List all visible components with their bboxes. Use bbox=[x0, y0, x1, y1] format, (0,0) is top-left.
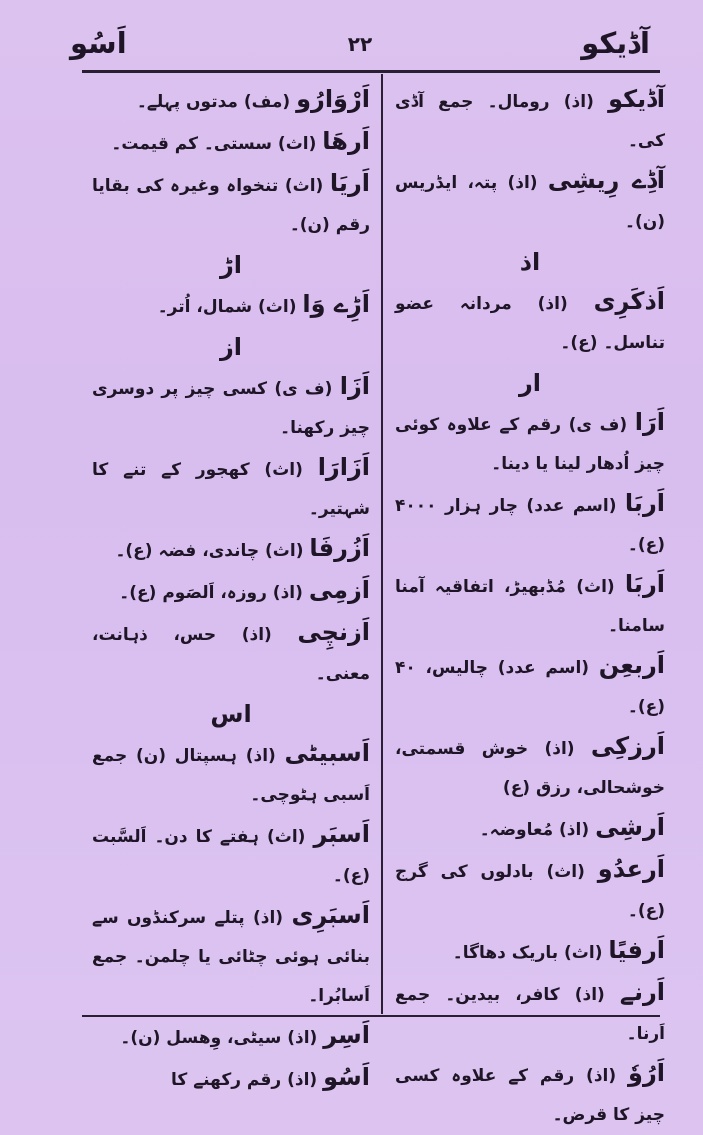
entry-headword: اَسبَرِی bbox=[291, 901, 370, 929]
dictionary-entry bbox=[395, 727, 665, 808]
header-rule bbox=[82, 70, 660, 73]
entry-headword: اَزمِی bbox=[308, 576, 370, 604]
entry-headword: اَرفیًا bbox=[608, 936, 665, 964]
entry-definition: (اذ) مردانہ عضو تناسل۔ (ع)۔ bbox=[395, 294, 665, 353]
dictionary-entry bbox=[92, 571, 370, 613]
entry-definition: (اذ) مُعاوضہ۔ bbox=[479, 820, 596, 840]
section-heading: ار bbox=[518, 369, 542, 397]
dictionary-entry bbox=[92, 734, 370, 815]
dictionary-entry bbox=[395, 850, 665, 931]
entry-headword: اَریَا bbox=[329, 169, 370, 197]
column-divider bbox=[381, 74, 383, 1014]
entry-headword: اَزُرفَا bbox=[309, 534, 370, 562]
entry-headword: آڈیکو bbox=[608, 85, 665, 113]
entry-headword: اَزَارَا bbox=[317, 453, 370, 481]
dictionary-entry bbox=[92, 529, 370, 571]
dictionary-entry bbox=[92, 896, 370, 1016]
dictionary-entry bbox=[395, 161, 665, 242]
page-header bbox=[70, 26, 650, 66]
entry-headword: اَزَا bbox=[339, 372, 370, 400]
dictionary-entry bbox=[395, 1054, 665, 1135]
dictionary-entry bbox=[92, 122, 370, 164]
dictionary-entry bbox=[395, 931, 665, 973]
left-column bbox=[92, 80, 370, 1100]
dictionary-entry bbox=[395, 403, 665, 484]
entry-definition: (اذ) رقم کے علاوہ کسی چیز کا قرض۔ bbox=[395, 1066, 665, 1125]
entry-definition: (اذ) رومال۔ جمع آڈی کی۔ bbox=[395, 92, 665, 151]
entry-definition: (ف ی) رقم کے علاوہ کوئی چیز اُدھار لینا یا دینا۔ bbox=[395, 415, 665, 474]
entry-definition: (مف) مدتوں پہلے۔ bbox=[136, 92, 297, 112]
page-number: ٢٢ bbox=[347, 32, 373, 56]
entry-headword: اَرْوَارُو bbox=[296, 85, 370, 113]
dictionary-entry bbox=[395, 80, 665, 161]
entry-headword: اَربَا bbox=[624, 489, 665, 517]
first-headword: آڈیکو bbox=[581, 26, 650, 60]
entry-headword: اَربعِن bbox=[598, 651, 665, 679]
dictionary-entry bbox=[395, 973, 665, 1054]
entry-definition: (اث) مُڈبھیڑ، اتفاقیہ آمنا سامنا۔ bbox=[395, 577, 665, 636]
entry-definition: (اث) شمال، اُتر۔ bbox=[157, 297, 303, 317]
dictionary-entry bbox=[395, 646, 665, 727]
section-heading: اڑ bbox=[219, 251, 243, 279]
entry-headword: اَسُو bbox=[323, 1063, 370, 1091]
section-heading: از bbox=[219, 333, 243, 361]
dictionary-entry bbox=[395, 484, 665, 565]
dictionary-entry bbox=[395, 565, 665, 646]
entry-definition: (اذ) پتلے سرکنڈوں سے بنائی ہوئی چٹائی یا چلمن۔ جمع اَسابُرا۔ bbox=[92, 908, 370, 1006]
entry-definition: (اث) کھجور کے تنے کا شہتیر۔ bbox=[92, 460, 370, 519]
entry-headword: اَزنچِی bbox=[297, 618, 370, 646]
section-heading: اس bbox=[210, 700, 252, 728]
dictionary-entry bbox=[92, 164, 370, 245]
entry-definition: (اذ) حس، ذہانت، معنی۔ bbox=[92, 625, 370, 684]
entry-definition: (اذ) سیٹی، وِھسل (ن)۔ bbox=[120, 1028, 324, 1048]
right-column bbox=[395, 80, 665, 1135]
dictionary-entry bbox=[92, 613, 370, 694]
dictionary-entry bbox=[92, 448, 370, 529]
entry-definition: (اذ) رقم رکھنے کا bbox=[171, 1070, 324, 1090]
entry-headword: اَسبَر bbox=[313, 820, 370, 848]
dictionary-entry bbox=[92, 367, 370, 448]
entry-definition: (اذ) ہسپتال (ن) جمع اَسبی ہٹوچی۔ bbox=[92, 746, 370, 805]
entry-headword: اَرشِی bbox=[595, 813, 665, 841]
entry-headword: اَرزکِی bbox=[590, 732, 665, 760]
entry-definition: (اث) تنخواہ وغیرہ کی بقایا رقم (ن)۔ bbox=[92, 176, 370, 235]
entry-definition: (اذ) خوش قسمتی، خوشحالی، رزق (ع) bbox=[395, 739, 665, 798]
entry-headword: اَرُوٗ bbox=[628, 1059, 665, 1087]
dictionary-entry bbox=[92, 815, 370, 896]
dictionary-entry bbox=[92, 1058, 370, 1100]
entry-headword: اَرَا bbox=[634, 408, 665, 436]
dictionary-entry bbox=[395, 808, 665, 850]
last-headword: اَسُو bbox=[70, 26, 127, 60]
entry-headword: اَسِر bbox=[323, 1021, 370, 1049]
entry-definition: (اث) چاندی، فضہ (ع)۔ bbox=[115, 541, 310, 561]
entry-headword: اَسبیٹی bbox=[284, 739, 370, 767]
entry-headword: اَرنے bbox=[619, 978, 665, 1006]
entry-definition: (اذ) روزہ، اَلصَوم (ع)۔ bbox=[119, 583, 309, 603]
entry-definition: (اث) ہفتے کا دن۔ اَلسَّبت (ع)۔ bbox=[92, 827, 370, 886]
entry-headword: اَرعدُو bbox=[597, 855, 665, 883]
dictionary-entry bbox=[395, 282, 665, 363]
entry-definition: (اذ) پتہ، ایڈریس (ن)۔ bbox=[395, 173, 665, 232]
entry-definition: (اسم عدد) چالیس، ۴۰ (ع)۔ bbox=[395, 658, 665, 717]
dictionary-entry bbox=[92, 285, 370, 327]
entry-definition: (ف ی) کسی چیز پر دوسری چیز رکھنا۔ bbox=[92, 379, 370, 438]
entry-headword: اَرهَا bbox=[322, 127, 370, 155]
entry-definition: (اث) بادلوں کی گرج (ع)۔ bbox=[395, 862, 665, 921]
entry-headword: اَذکَرِی bbox=[593, 287, 665, 315]
entry-headword: اَڑِے وَا bbox=[302, 290, 370, 318]
entry-headword: آڈِے رِیشِی bbox=[547, 166, 665, 194]
entry-headword: اَربَا bbox=[624, 570, 665, 598]
dictionary-entry bbox=[92, 1016, 370, 1058]
dictionary-entry bbox=[92, 80, 370, 122]
entry-definition: (اسم عدد) چار ہزار ۴۰۰۰ (ع)۔ bbox=[395, 496, 665, 555]
entry-definition: (اذ) کافر، بیدین۔ جمع اَرنا۔ bbox=[395, 985, 665, 1044]
entry-definition: (اث) سستی۔ کم قیمت۔ bbox=[111, 134, 323, 154]
section-heading: اذ bbox=[519, 248, 541, 276]
entry-definition: (اث) باریک دھاگا۔ bbox=[452, 943, 609, 963]
